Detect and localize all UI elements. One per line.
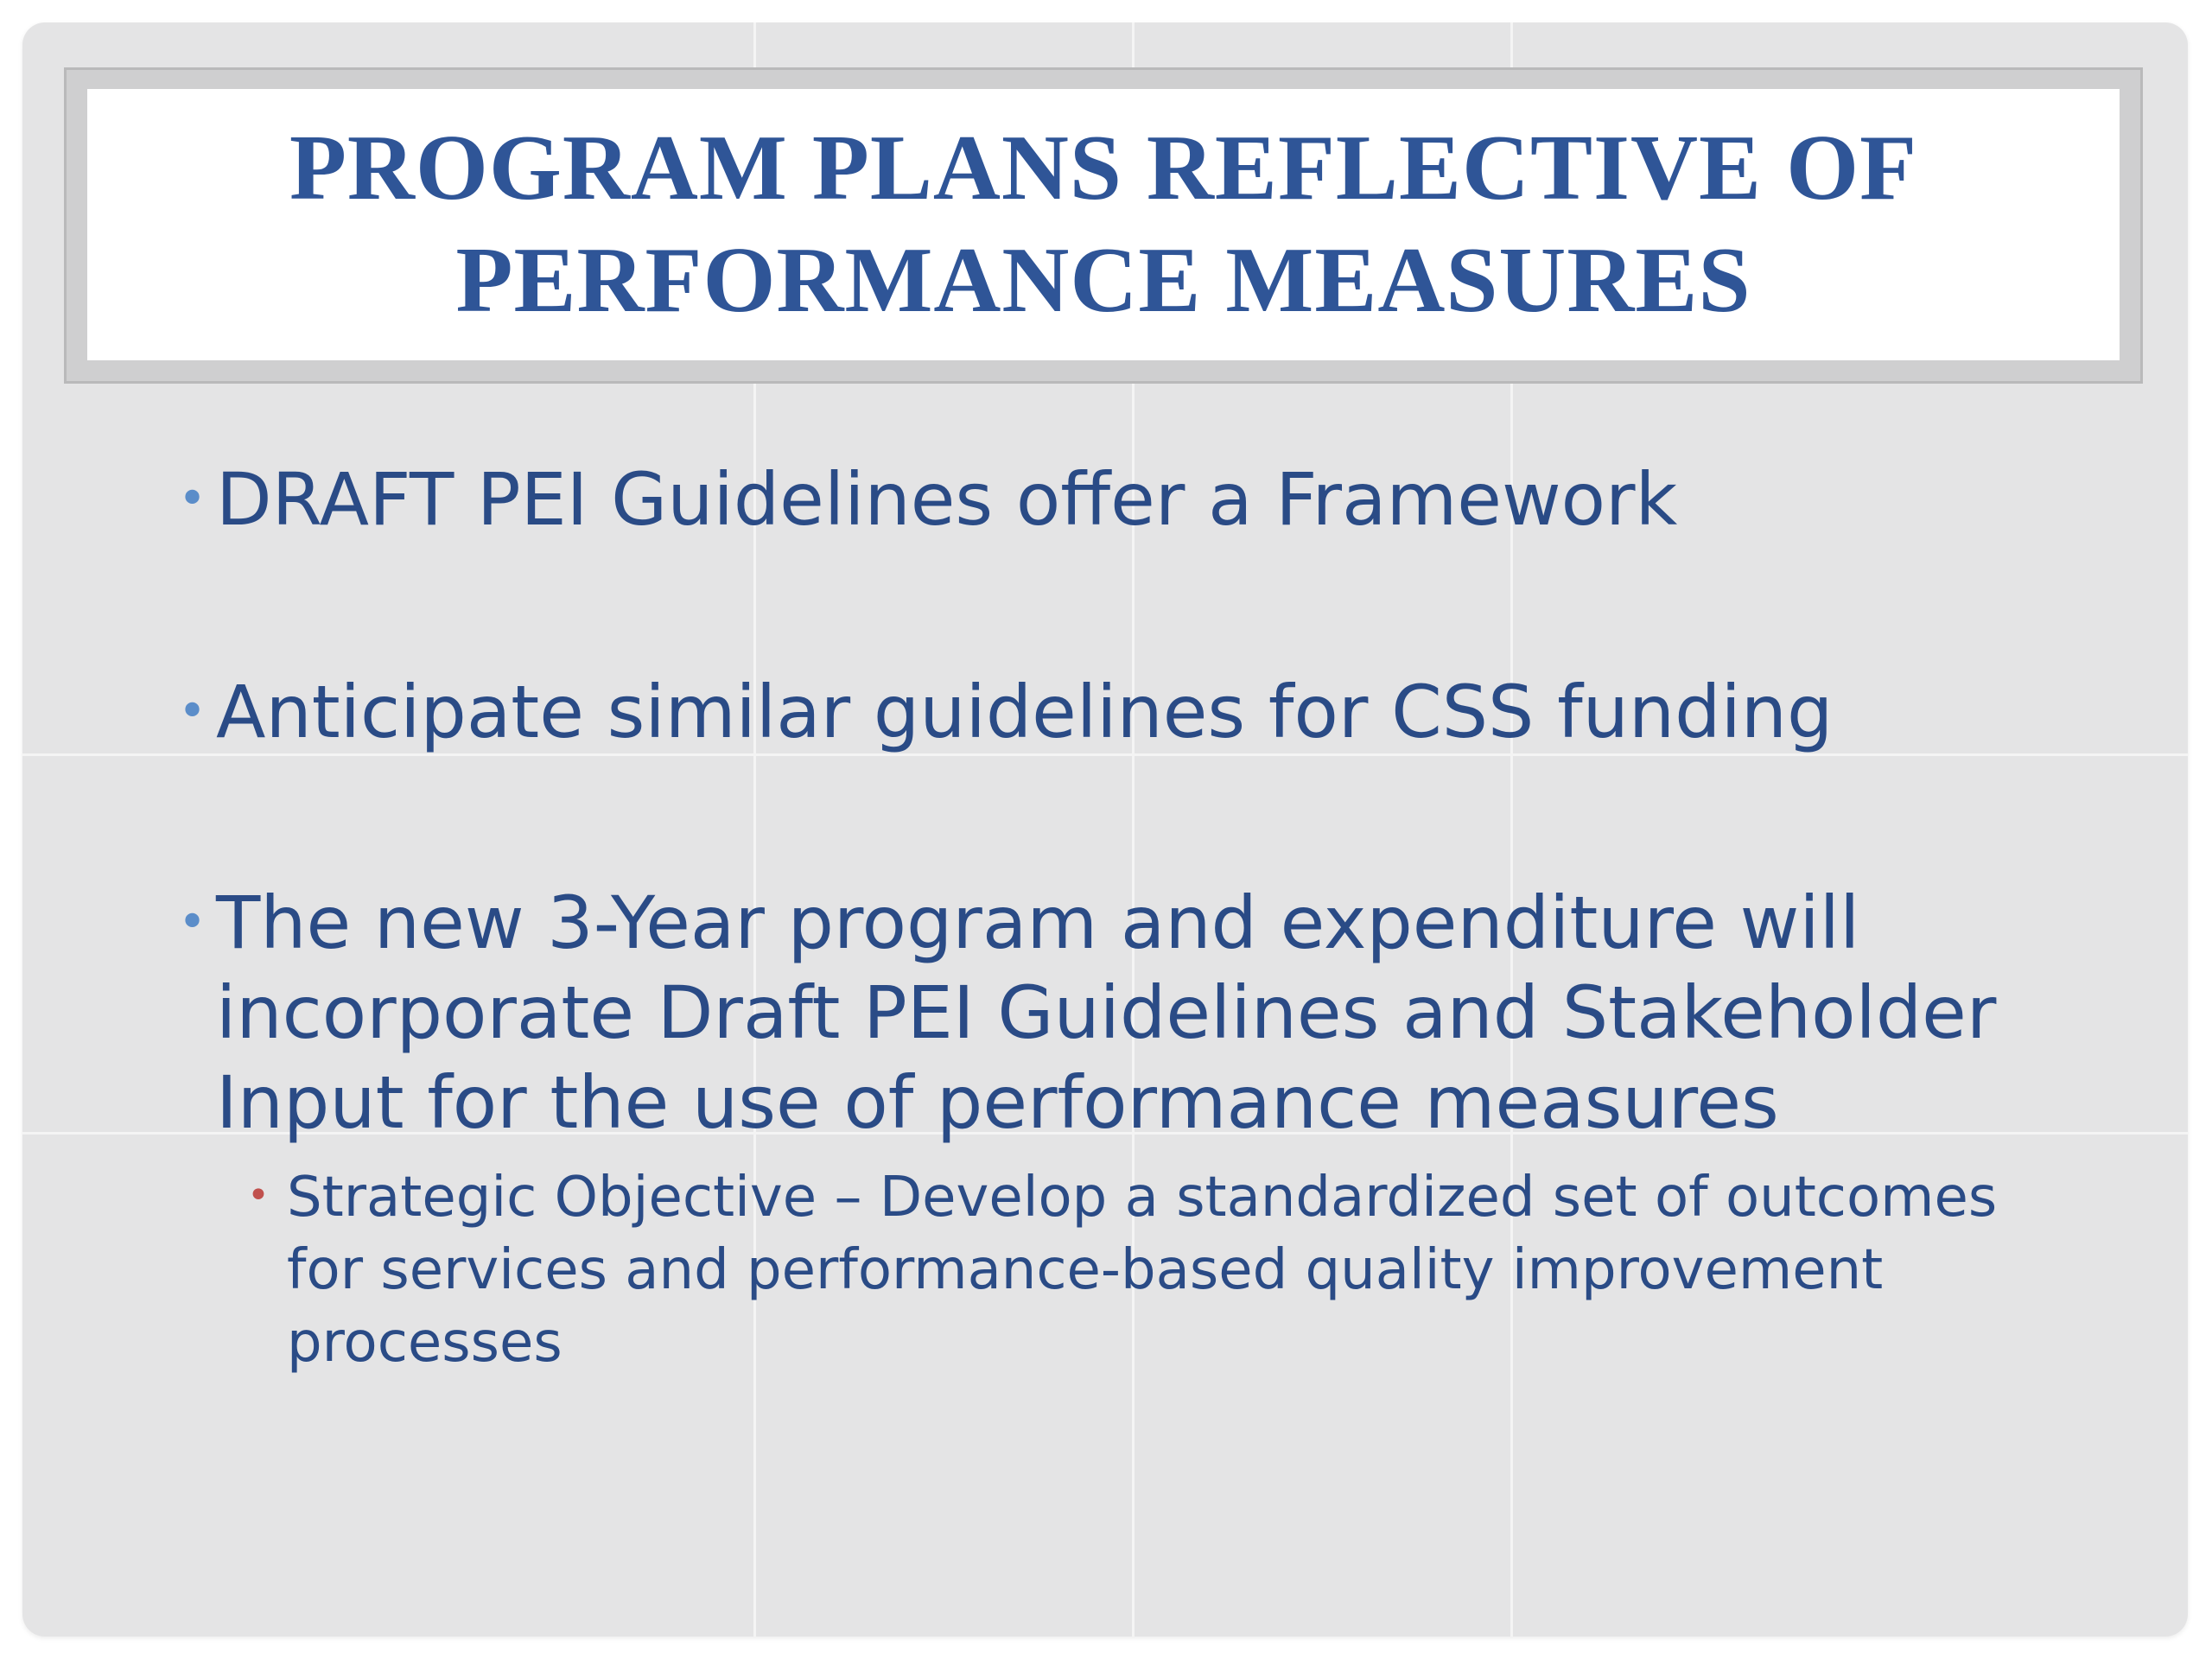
slide-title-line-2: PERFORMANCE MEASURES <box>455 229 1751 332</box>
slide <box>22 22 2188 1637</box>
bullet-list <box>22 22 2188 1637</box>
sub-bullet-marker: • <box>247 1173 270 1217</box>
bullet-item <box>178 878 2074 1147</box>
bullet-text: The new 3-Year program and expenditure will incorporate Draft PEI Guidelines and Stakeholder Input for the use of performance measures <box>216 880 1997 1145</box>
bullet-text: Anticipate similar guidelines for CSS funding <box>216 670 1834 754</box>
sub-bullet-item <box>247 1161 2015 1379</box>
bullet-marker: • <box>178 683 207 740</box>
bullet-text: DRAFT PEI Guidelines offer a Framework <box>216 457 1678 542</box>
bullet-marker: • <box>178 894 207 950</box>
bullet-item <box>178 454 2074 544</box>
slide-title-line-1: PROGRAM PLANS REFLECTIVE OF <box>289 117 1918 219</box>
bullet-item <box>178 667 2074 757</box>
sub-bullet-text: Strategic Objective – Develop a standardized set of outcomes for services and performance-based quality improvement processes <box>287 1166 1998 1375</box>
bullet-marker: • <box>178 471 207 527</box>
